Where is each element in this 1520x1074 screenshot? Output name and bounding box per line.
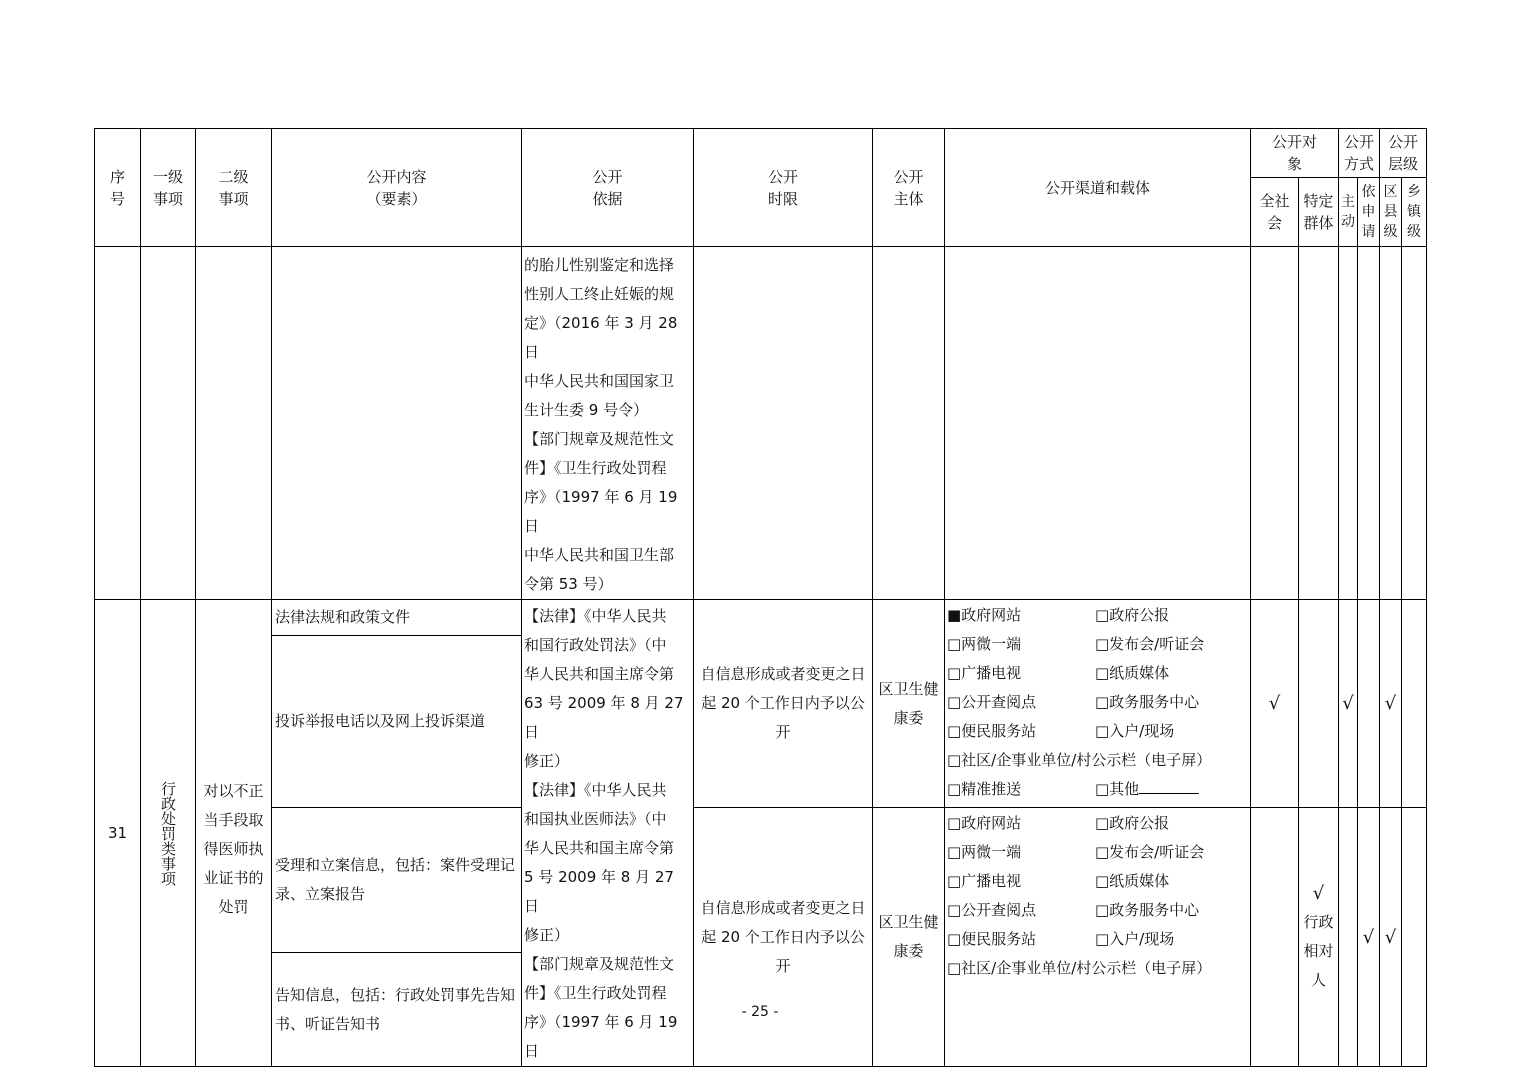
header-row: [95, 129, 1427, 178]
header-mode-request: 依申请: [1358, 178, 1380, 247]
channel-option: □政务服务中心: [1095, 693, 1200, 711]
channel-option: □两微一端: [947, 635, 1022, 653]
subject-cell: 区卫生健康委: [873, 808, 945, 1067]
target-all-check: [1251, 808, 1299, 1067]
channel-option: □政府公报: [1095, 606, 1170, 624]
target-group-check: [1299, 600, 1339, 808]
header-seq: 序号: [95, 129, 141, 247]
header-level-county: 区县级: [1380, 178, 1402, 247]
channel-option: □入户/现场: [1095, 722, 1175, 740]
header-target: 公开对象: [1251, 129, 1339, 178]
level-town-check: [1402, 808, 1427, 1067]
channel-option: □便民服务站: [947, 722, 1037, 740]
level-town-check: [1402, 600, 1427, 808]
basis-line: 中华人民共和国国家卫: [524, 372, 675, 390]
basis-line: 中华人民共和国卫生部: [524, 546, 675, 564]
disclosure-table: [94, 128, 1427, 1067]
channel-option: □社区/企事业单位/村公示栏（电子屏）: [947, 751, 1212, 769]
basis-line: 63 号 2009 年 8 月 27 日: [524, 694, 684, 741]
basis-line: 华人民共和国主席令第: [524, 665, 675, 683]
basis-line: 和国行政处罚法》（中: [524, 636, 667, 654]
row-seq: 31: [95, 600, 141, 1067]
channel-option: □公开查阅点: [947, 901, 1037, 919]
mode-active-check: [1339, 808, 1358, 1067]
deadline-cell: 自信息形成或者变更之日起 20 个工作日内予以公开: [694, 808, 873, 1067]
channel-option: □广播电视: [947, 872, 1022, 890]
subject-cell: 区卫生健康委: [873, 600, 945, 808]
basis-line: 华人民共和国主席令第: [524, 839, 675, 857]
header-level2: 二级事项: [196, 129, 272, 247]
content-item: 告知信息，包括：行政处罚事先告知书、听证告知书: [272, 953, 522, 1067]
header-target-all: 全社会: [1251, 178, 1299, 247]
header-level-town: 乡镇级: [1402, 178, 1427, 247]
basis-line: 【部门规章及规范性文: [524, 955, 675, 973]
row-level1: 行政处罚类事项: [141, 600, 196, 1067]
basis-line: 【法律】《中华人民共: [524, 781, 667, 799]
header-mode-active: 主动: [1339, 178, 1358, 247]
level-county-check: √: [1380, 600, 1402, 808]
channel-option: □政府公报: [1095, 814, 1170, 832]
basis-line: 性别人工终止妊娠的规: [524, 285, 675, 303]
channel-option: □政务服务中心: [1095, 901, 1200, 919]
channel-option: ■政府网站: [947, 606, 1022, 624]
channel-option: □政府网站: [947, 814, 1022, 832]
mode-request-check: [1358, 600, 1380, 808]
channel-cell: [945, 808, 1251, 1067]
channel-option: □发布会/听证会: [1095, 843, 1205, 861]
basis-line: 件】《卫生行政处罚程: [524, 984, 667, 1002]
target-group-check: √: [1312, 883, 1325, 904]
table-row: [95, 600, 1427, 636]
basis-line: 5 号 2009 年 8 月 27 日: [524, 868, 674, 915]
basis-line: 和国执业医师法》（中: [524, 810, 667, 828]
channel-option: □广播电视: [947, 664, 1022, 682]
channel-cell: [945, 600, 1251, 808]
basis-line: 序》（1997 年 6 月 19 日: [524, 1013, 678, 1060]
header-deadline: 公开时限: [694, 129, 873, 247]
other-blank-line: [1139, 779, 1199, 794]
content-item: 法律法规和政策文件: [272, 600, 522, 636]
content-item: 受理和立案信息，包括：案件受理记录、立案报告: [272, 808, 522, 953]
header-level1: 一级事项: [141, 129, 196, 247]
continuation-row: [95, 247, 1427, 600]
basis-line: 的胎儿性别鉴定和选择: [524, 256, 675, 274]
header-level: 公开层级: [1380, 129, 1427, 178]
row-basis-cell: [522, 600, 694, 1067]
channel-option: □公开查阅点: [947, 693, 1037, 711]
basis-line: 【部门规章及规范性文: [524, 430, 675, 448]
channel-option: □入户/现场: [1095, 930, 1175, 948]
table-row: [95, 808, 1427, 953]
content-item: 投诉举报电话以及网上投诉渠道: [272, 636, 522, 808]
header-channel: 公开渠道和载体: [945, 129, 1251, 247]
basis-line: 件】《卫生行政处罚程: [524, 459, 667, 477]
row-level2: 对以不正当手段取得医师执业证书的处罚: [196, 600, 272, 1067]
basis-line: 生计生委 9 号令）: [524, 401, 649, 419]
header-basis: 公开依据: [522, 129, 694, 247]
channel-option-other: □其他: [1095, 775, 1250, 804]
channel-option: □便民服务站: [947, 930, 1037, 948]
header-content: 公开内容（要素）: [272, 129, 522, 247]
basis-line: 令第 53 号）: [524, 575, 613, 593]
mode-active-check: √: [1339, 600, 1358, 808]
target-group-text: 行政相对人: [1303, 913, 1334, 989]
channel-option: □纸质媒体: [1095, 872, 1170, 890]
header-target-group: 特定群体: [1299, 178, 1339, 247]
channel-option: □发布会/听证会: [1095, 635, 1205, 653]
channel-option: □精准推送: [947, 780, 1022, 798]
target-group-cell: [1299, 808, 1339, 1067]
basis-line: 修正）: [524, 926, 570, 944]
target-all-check: √: [1251, 600, 1299, 808]
channel-option: □纸质媒体: [1095, 664, 1170, 682]
continuation-basis-cell: [522, 247, 694, 600]
deadline-cell: 自信息形成或者变更之日起 20 个工作日内予以公开: [694, 600, 873, 808]
header-mode: 公开方式: [1339, 129, 1380, 178]
basis-line: 修正）: [524, 752, 570, 770]
basis-line: 序》（1997 年 6 月 19 日: [524, 488, 678, 535]
basis-line: 【法律】《中华人民共: [524, 607, 667, 625]
page-number: - 25 -: [741, 1004, 779, 1020]
header-subject: 公开主体: [873, 129, 945, 247]
mode-request-check: √: [1358, 808, 1380, 1067]
basis-line: 定》（2016 年 3 月 28 日: [524, 314, 678, 361]
level-county-check: √: [1380, 808, 1402, 1067]
channel-option: □社区/企事业单位/村公示栏（电子屏）: [947, 959, 1212, 977]
channel-option: □两微一端: [947, 843, 1022, 861]
